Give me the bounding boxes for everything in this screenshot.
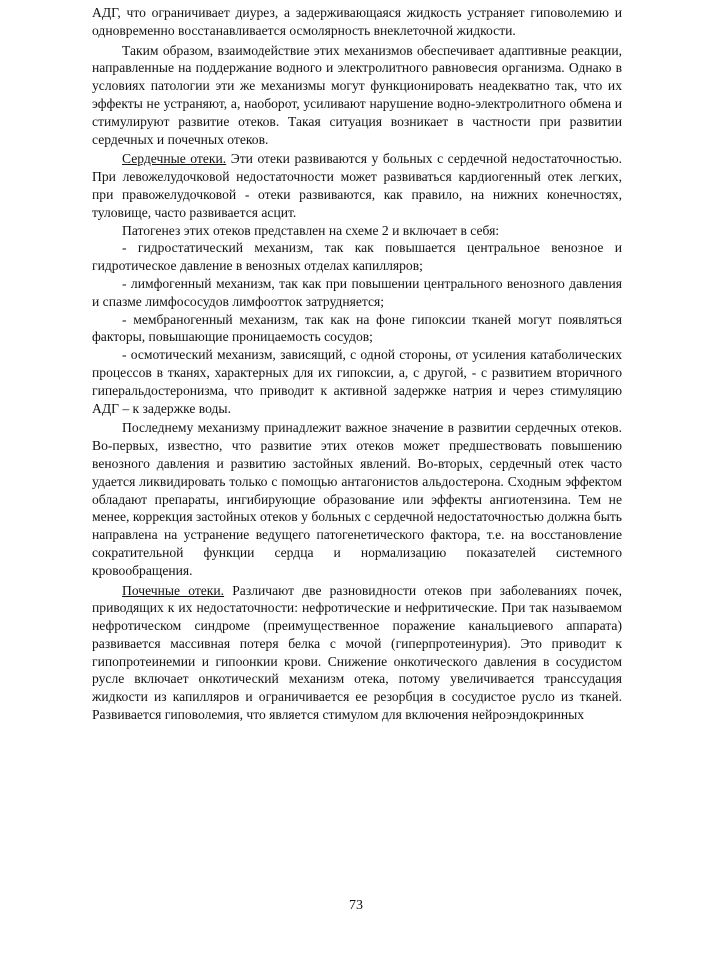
page-number: 73 [349,898,363,913]
list-item-osmotic: - осмотический механизм, зависящий, с одной стороны, от усиления катаболических процессов в тканях, характерных для их гипоксии, а, с другой, - с развитием вторичного гиперальдостеронизма, что приводит к активной задержке натрия и через стимуляцию АДГ – к задержке воды. [92,347,622,416]
section-heading-renal-edema: Почечные отеки. [122,582,225,598]
paragraph-last-mechanism: Последнему механизму принадлежит важное значение в развитии сердечных отеков. Во-первых, известно, что развитие этих отеков может предшествовать повышению венозного давления и развитию застойных явлений. Во-вторых, сердечный отек часто удается ликвидировать только с помощью антагонистов альдостерона. Сходным эффектом обладают препараты, ингибирующие образование или эффекты ангиотензина. Тем не менее, коррекция застойных отеков у больных с сердечной недостаточностью должна быть направлена на устранение ведущего патогенетического фактора, т.е. на восстановление сократительной функции сердца и нормализацию показателей системного кровообращения. [92,420,622,578]
page-content [92,4,622,724]
cardiac-edema-text: Эти отеки развиваются у больных с сердечной недостаточностью. При левожелудочковой недостаточности может развиваться кардиогенный отек легких, при правожелудочковой - отеки развиваются, как правило, на нижних конечностях, туловище, часто развивается асцит. [92,151,623,220]
paragraph-mechanisms-summary: Таким образом, взаимодействие этих механизмов обеспечивает адаптивные реакции, направленные на поддержание водного и электролитного равновесия организма. Однако в условиях патологии эти же механизмы могут функционировать неадекватно так, что их эффекты не устраняют, а, наоборот, усиливают нарушение водно-электролитного обмена и стимулируют развитие отеков. Такая ситуация возникает в частности при развитии сердечных и почечных отеков. [92,42,622,147]
paragraph-pathogenesis-intro: Патогенез этих отеков представлен на схеме 2 и включает в себя: [122,222,500,238]
paragraph-renal-edema [92,582,622,724]
list-item-membranogenic: - мембраногенный механизм, так как на фоне гипоксии тканей могут появляться факторы, повышающие проницаемость сосудов; [92,311,622,345]
list-item-lymphogenic: - лимфогенный механизм, так как при повышении центрального венозного давления и спазме лимфососудов лимфоотток затрудняется; [92,275,622,309]
renal-edema-text: Различают две разновидности отеков при заболеваниях почек, приводящих к их недостаточности: нефротические и нефритические. При так называемом нефротическом синдроме (преимущественное поражение канальциевого аппарата) развивается массивная потеря белка с мочой (гиперпротеинурия). Это приводит к гипопротеинемии и гипоонкии крови. Снижение онкотического давления в сосудистом русле включает онкотический механизм отека, потому увеличивается транссудация жидкости из капилляров и ограничивается ее резорбция в сосудистое русло из тканей. Развивается гиповолемия, что является стимулом для включения нейроэндокринных [92,582,623,723]
paragraph-continuation: АДГ, что ограничивает диурез, а задерживающаяся жидкость устраняет гиповолемию и одновременно восстанавливается осмолярность внеклеточной жидкости. [92,5,622,38]
paragraph-cardiac-edema [92,150,622,221]
section-heading-cardiac-edema: Сердечные отеки. [122,151,227,167]
list-item-hydrostatic: - гидростатический механизм, так как повышается центральное венозное и гидротическое давление в венозных отделах капилляров; [92,240,622,274]
